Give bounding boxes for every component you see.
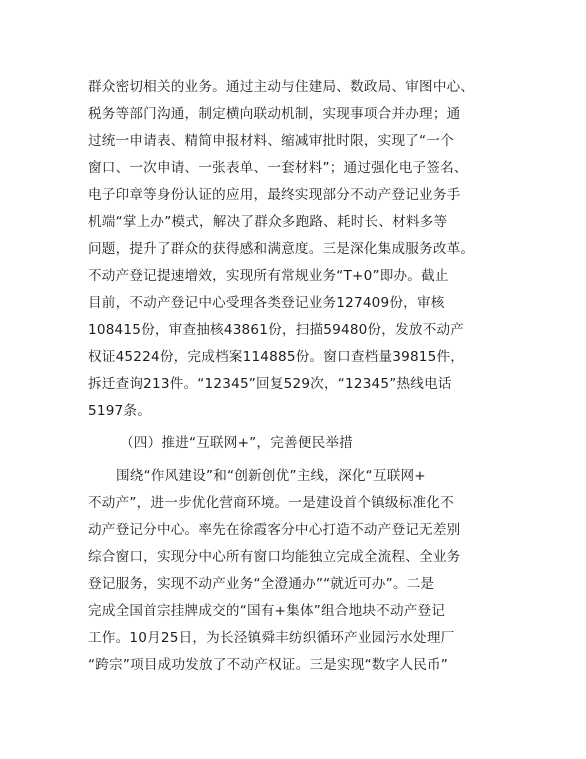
paragraph-line: 综合窗口，实现分中心所有窗口均能独立完成全流程、全业务 <box>88 549 461 565</box>
paragraph-line: 目前，不动产登记中心受理各类登记业务127409份，审核 <box>88 295 445 311</box>
paragraph-line: 窗口、一次申请、一张表单、一套材料”；通过强化电子签名、 <box>88 160 468 176</box>
section-heading: （四）推进“互联网+”，完善便民举措 <box>120 435 353 451</box>
paragraph-line: 108415份，审查抽核43861份，扫描59480份，发放不动产 <box>88 322 465 338</box>
paragraph-line: 围绕“作风建设”和“创新创优”主线，深化“互联网+ <box>116 468 426 484</box>
paragraph-line: 税务等部门沟通，制定横向联动机制，实现事项合并办理；通 <box>88 106 461 122</box>
paragraph-line: 过统一申请表、精简申报材料、缩减审批时限，实现了“一个 <box>88 133 454 149</box>
paragraph-line: 工作。10月25日，为长泾镇舜丰纺织循环产业园污水处理厂 <box>88 630 455 646</box>
paragraph-line: 电子印章等身份认证的应用，最终实现部分不动产登记业务手 <box>88 187 461 203</box>
paragraph-line: 完成全国首宗挂牌成交的“国有+集体”组合地块不动产登记 <box>88 603 446 619</box>
paragraph-line: 拆迁查询213件。“12345”回复529次，“12345”热线电话 <box>88 376 452 392</box>
paragraph-line: 问题，提升了群众的获得感和满意度。三是深化集成服务改革。 <box>88 241 475 257</box>
paragraph-line: 5197条。 <box>88 403 151 419</box>
paragraph-line: 不动产登记提速增效，实现所有常规业务“T+0”即办。截止 <box>88 268 449 284</box>
paragraph-line: 机端“掌上办”模式，解决了群众多跑路、耗时长、材料多等 <box>88 214 448 230</box>
paragraph-line: 登记服务，实现不动产业务“全澄通办”“就近可办”。二是 <box>88 576 435 592</box>
paragraph-line: 动产登记分中心。率先在徐霞客分中心打造不动产登记无差别 <box>88 522 461 538</box>
paragraph-line: 权证45224份，完成档案114885份。窗口查档量39815件， <box>88 349 465 365</box>
paragraph-line: “跨宗”项目成功发放了不动产权证。三是实现“数字人民币” <box>88 657 449 673</box>
paragraph-line: 群众密切相关的业务。通过主动与住建局、数政局、审图中心、 <box>88 79 475 95</box>
paragraph-line: 不动产”，进一步优化营商环境。一是建设首个镇级标准化不 <box>88 495 454 511</box>
